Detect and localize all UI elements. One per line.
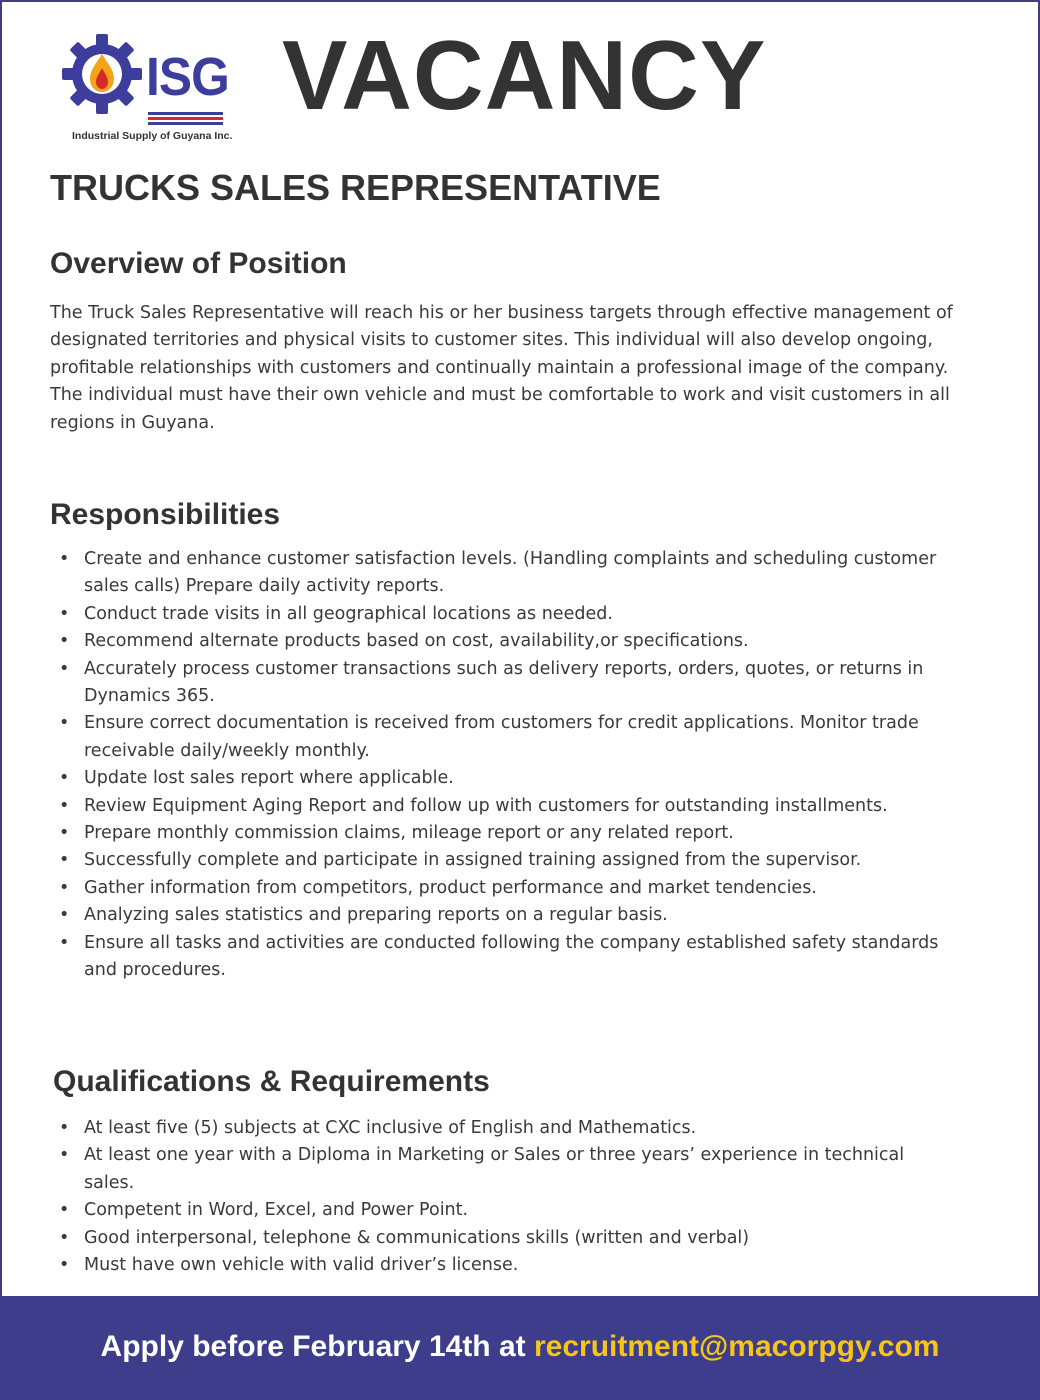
- bullet-icon: •: [59, 1255, 70, 1276]
- bullet-icon: •: [59, 1200, 70, 1221]
- bullet-icon: •: [59, 1145, 70, 1166]
- bullet-icon: •: [59, 658, 70, 679]
- list-item: • Review Equipment Aging Report and follow up with customers for outstanding installments.: [50, 793, 955, 820]
- gear-flame-icon: [60, 32, 144, 116]
- list-item: • Successfully complete and participate in assigned training assigned from the supervisor.: [50, 847, 955, 874]
- logo-caption: Industrial Supply of Guyana Inc.: [72, 130, 233, 142]
- bullet-icon: •: [59, 1118, 70, 1138]
- list-item: • Ensure correct documentation is received from customers for credit applications. Monitor trade receivable daily/weekly monthly.: [50, 710, 955, 765]
- list-item: • Must have own vehicle with valid driver’s license.: [50, 1252, 955, 1279]
- bullet-icon: •: [59, 905, 70, 926]
- header: [60, 20, 1000, 140]
- company-logo: [60, 32, 235, 142]
- qualifications-heading: Qualifications & Requirements: [53, 1065, 490, 1098]
- list-item: • Analyzing sales statistics and preparing reports on a regular basis.: [50, 902, 955, 929]
- logo-stripes: [148, 112, 223, 127]
- page-title: VACANCY: [282, 20, 767, 130]
- bullet-icon: •: [59, 1227, 70, 1248]
- list-item: • Recommend alternate products based on cost, availability,or specifications.: [50, 628, 955, 655]
- bullet-icon: •: [59, 877, 70, 898]
- overview-text: The Truck Sales Representative will reach his or her business targets through effective management of designated territories and physical visits to customer sites. This individual will also develop ongoing, profitable relationships with customers and continually maintain a professional image of the company. The individual must have their own vehicle and must be comfortable to work and visit customers in all regions in Guyana.: [50, 303, 953, 433]
- list-item: • At least five (5) subjects at CXC inclusive of English and Mathematics.: [50, 1115, 955, 1142]
- recruitment-email-link[interactable]: recruitment@macorpgy.com: [533, 1330, 940, 1363]
- overview-heading: Overview of Position: [50, 247, 347, 280]
- list-item: • Gather information from competitors, product performance and market tendencies.: [50, 875, 955, 902]
- list-item: • Ensure all tasks and activities are conducted following the company established safety standards and procedures.: [50, 930, 955, 985]
- job-title: TRUCKS SALES REPRESENTATIVE: [50, 167, 661, 208]
- apply-text: [101, 1330, 940, 1364]
- bullet-icon: •: [59, 823, 70, 844]
- responsibilities-list: [50, 546, 955, 985]
- bullet-icon: •: [59, 631, 70, 652]
- list-item: • At least one year with a Diploma in Marketing or Sales or three years’ experience in technical sales.: [50, 1142, 955, 1197]
- list-item: • Competent in Word, Excel, and Power Point.: [50, 1197, 955, 1224]
- list-item: • Prepare monthly commission claims, mileage report or any related report.: [50, 820, 955, 847]
- list-item: • Create and enhance customer satisfaction levels. (Handling complaints and scheduling customer sales calls) Prepare daily activity reports.: [50, 546, 955, 601]
- footer-banner: [2, 1296, 1038, 1398]
- list-item: • Good interpersonal, telephone & communications skills (written and verbal): [50, 1225, 955, 1252]
- list-item: • Update lost sales report where applicable.: [50, 765, 955, 792]
- responsibilities-heading: Responsibilities: [50, 498, 281, 531]
- list-item: • Accurately process customer transactions such as delivery reports, orders, quotes, or returns in Dynamics 365.: [50, 656, 955, 711]
- bullet-icon: •: [59, 850, 70, 871]
- bullet-icon: •: [59, 713, 70, 734]
- bullet-icon: •: [59, 795, 70, 816]
- logo-letters: ISG: [146, 47, 229, 107]
- qualifications-list: [50, 1115, 955, 1279]
- apply-deadline: Apply before February 14th at: [100, 1330, 534, 1363]
- bullet-icon: •: [59, 603, 70, 624]
- list-item: • Conduct trade visits in all geographical locations as needed.: [50, 601, 955, 628]
- bullet-icon: •: [59, 549, 70, 569]
- bullet-icon: •: [59, 932, 70, 953]
- bullet-icon: •: [59, 768, 70, 789]
